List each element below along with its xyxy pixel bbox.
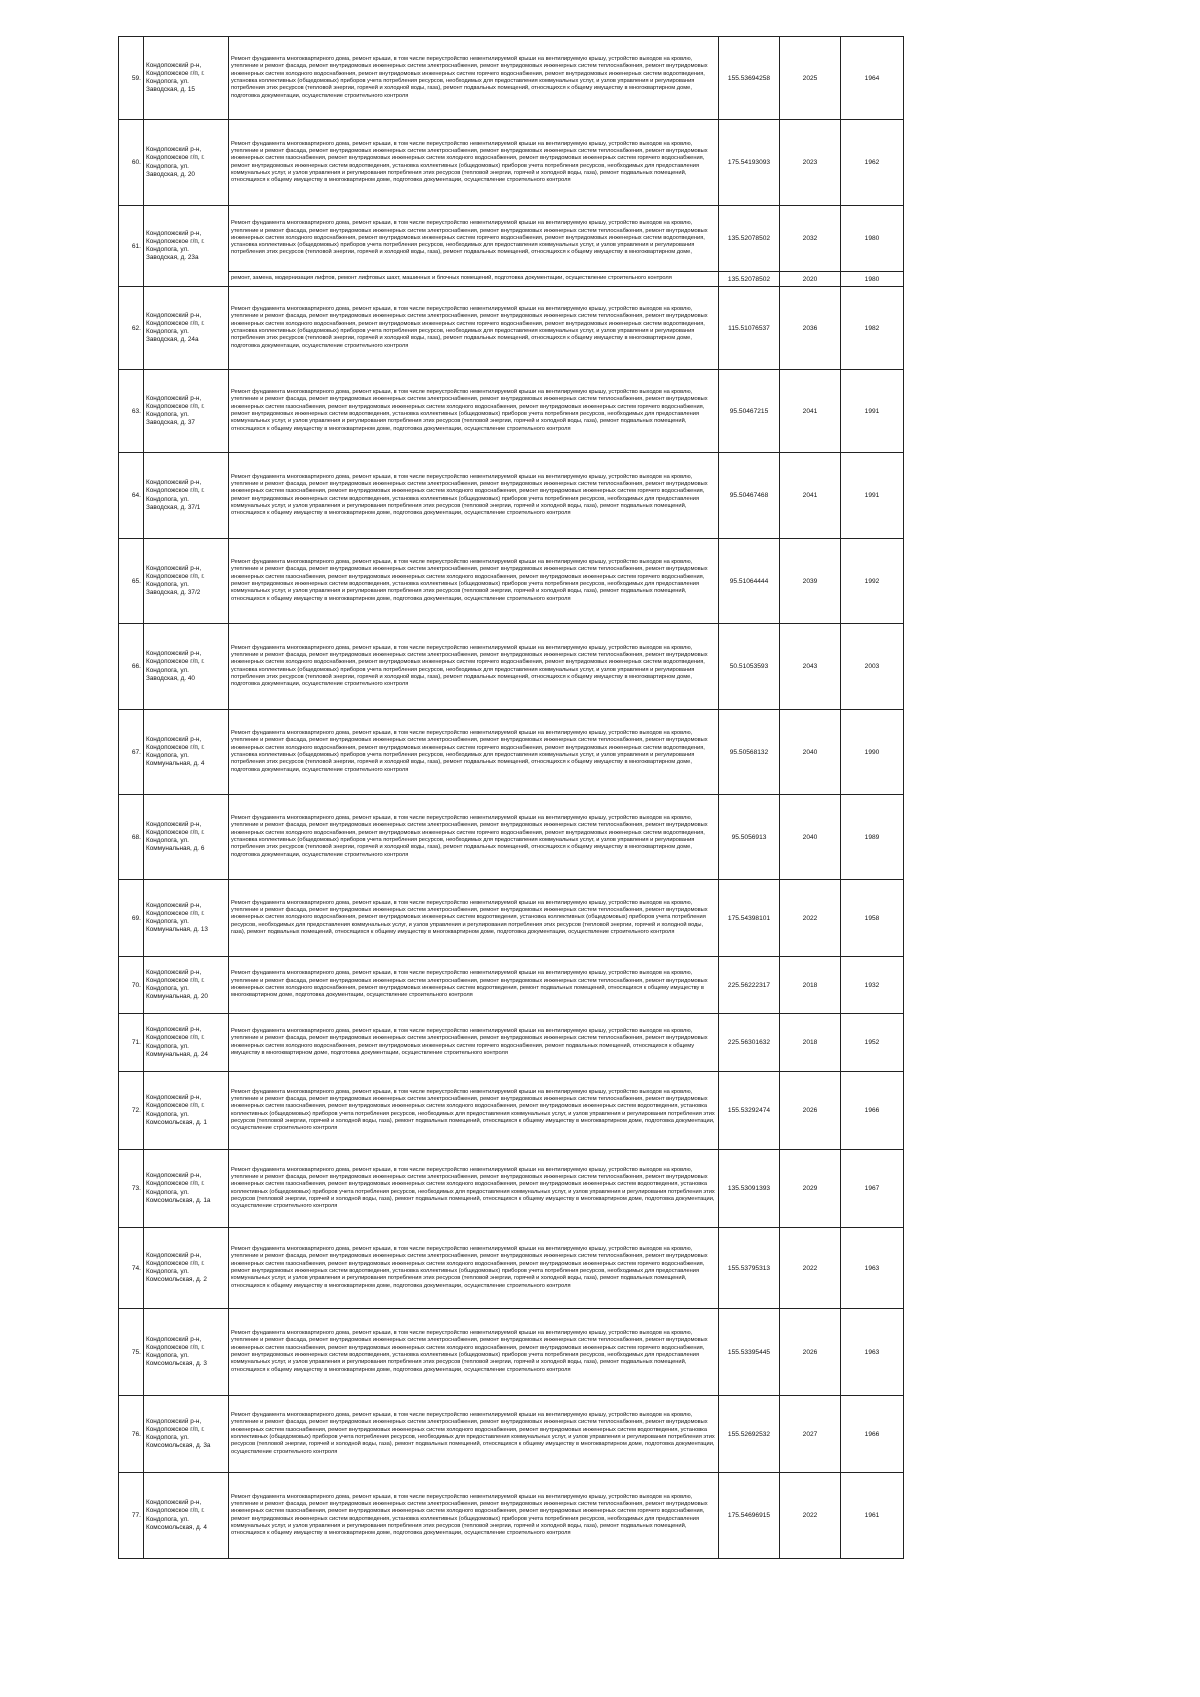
address-line: Кондопожское г/п, г. — [146, 1259, 205, 1267]
planned-year: 2043 — [780, 624, 841, 710]
table-row — [119, 37, 904, 120]
address-line: Кондопожское г/п, г. — [146, 1180, 205, 1188]
row-number: 76. — [119, 1396, 144, 1473]
row-number: 68. — [119, 795, 144, 880]
address-line: Кондопога, ул. — [146, 1268, 189, 1275]
house-address — [144, 120, 229, 206]
address-line: Кондопожский р-н, — [146, 1172, 202, 1180]
address-line: Кондопога, ул. — [146, 495, 189, 503]
construction-year: 1958 — [841, 880, 904, 957]
repair-works: Ремонт фундамента многоквартирного дома, ремонт крыши, в том числе переустройство невентилируемой крыши на вентилируемую крышу, устройство выходов на кровлю, утепление и ремонт фасада, ремонт внутридомовых инженерных систем электроснабжения, ремонт внутридомовых инженерных систем теплоснабжения, ремонт внутридомовых инженерных систем холодного водоснабжения, ремонт внутридомовых инженерных систем горячего водоснабжения, ремонт внутридомовых инженерных систем водоотведения, установка коллективных (общедомовых) приборов учета потребления ресурсов, необходимых для предоставления коммунальных услуг, и узлов управления и регулирования потребления этих ресурсов (тепловой энергии, горячей и холодной воды, газа), ремонт подвальных помещений, относящихся к общему имуществу в многоквартирном доме, подготовка документации, осуществление строительного контроля — [229, 287, 719, 370]
planned-year: 2026 — [780, 1072, 841, 1150]
repair-works: Ремонт фундамента многоквартирного дома, ремонт крыши, в том числе переустройство невентилируемой крыши на вентилируемую крышу, устройство выходов на кровлю, утепление и ремонт фасада, ремонт внутридомовых инженерных систем электроснабжения, ремонт внутридомовых инженерных систем теплоснабжения, ремонт внутридомовых инженерных систем газоснабжения, ремонт внутридомовых инженерных систем холодного водоснабжения, ремонт внутридомовых инженерных систем водоотведения, установка коллективных (общедомовых) приборов учета потребления ресурсов, необходимых для предоставления коммунальных услуг, и узлов управления и регулирования потребления этих ресурсов (тепловой энергии, горячей и холодной воды, газа), ремонт подвальных помещений, относящихся к общему имуществу в многоквартирном доме, подготовка документации, осуществление строительного контроля — [229, 1396, 719, 1473]
address-line: Кондопожский р-н, — [146, 901, 202, 909]
address-line: Кондопога, ул. — [146, 752, 189, 759]
repair-works: Ремонт фундамента многоквартирного дома, ремонт крыши, в том числе переустройство невентилируемой крыши на вентилируемую крышу, устройство выходов на кровлю, утепление и ремонт фасада, ремонт внутридомовых инженерных систем электроснабжения, ремонт внутридомовых инженерных систем теплоснабжения, ремонт внутридомовых инженерных систем холодного водоснабжения, ремонт внутридомовых инженерных систем водоотведения, установка коллективных (общедомовых) приборов учета потребления ресурсов, необходимых для предоставления коммунальных услуг, и узлов управления и регулирования потребления этих ресурсов (тепловой энергии, горячей и холодной воды, газа), ремонт подвальных помещений, относящихся к общему имуществу в многоквартирном доме, подготовка документации, осуществление строительного контроля — [229, 880, 719, 957]
address-line: Кондопожское г/п, г. — [146, 658, 205, 666]
construction-year: 1992 — [841, 539, 904, 624]
table-row — [119, 710, 904, 795]
row-number: 72. — [119, 1072, 144, 1150]
address-line: Кондопожский р-н, — [146, 564, 202, 572]
table-row — [119, 206, 904, 272]
repair-works: Ремонт фундамента многоквартирного дома, ремонт крыши, в том числе переустройство невентилируемой крыши на вентилируемую крышу, устройство выходов на кровлю, утепление и ремонт фасада, ремонт внутридомовых инженерных систем электроснабжения, ремонт внутридомовых инженерных систем теплоснабжения, ремонт внутридомовых инженерных систем газоснабжения, ремонт внутридомовых инженерных систем холодного водоснабжения, ремонт внутридомовых инженерных систем горячего водоснабжения, ремонт внутридомовых инженерных систем водоотведения, установка коллективных (общедомовых) приборов учета потребления ресурсов, необходимых для предоставления коммунальных услуг, и узлов управления и регулирования потребления этих ресурсов (тепловой энергии, горячей и холодной воды, газа), ремонт подвальных помещений, относящихся к общему имуществу в многоквартирном доме, подготовка документации, осуществление строительного контроля — [229, 1309, 719, 1396]
address-line: Кондопожский р-н, — [146, 146, 202, 154]
house-address — [144, 710, 229, 795]
cost-value: 155.53694258 — [719, 37, 780, 120]
construction-year: 1962 — [841, 120, 904, 206]
address-line: Кондопога, ул. — [146, 581, 189, 588]
planned-year: 2040 — [780, 710, 841, 795]
table-row — [119, 120, 904, 206]
address-line: Кондопожское г/п, г. — [146, 1425, 205, 1433]
house-address — [144, 880, 229, 957]
address-line: Кондопога, ул. — [146, 78, 189, 85]
address-line: Кондопога, ул. — [146, 985, 189, 992]
row-number: 66. — [119, 624, 144, 710]
construction-year: 1932 — [841, 957, 904, 1014]
address-line: Комсомольская, д. 1а — [146, 1196, 211, 1204]
address-line: Коммунальная, д. 20 — [146, 993, 208, 1001]
row-number: 73. — [119, 1150, 144, 1228]
cost-value: 135.52078502 — [719, 206, 780, 272]
repair-works: Ремонт фундамента многоквартирного дома, ремонт крыши, в том числе переустройство невентилируемой крыши на вентилируемую крышу, устройство выходов на кровлю, утепление и ремонт фасада, ремонт внутридомовых инженерных систем электроснабжения, ремонт внутридомовых инженерных систем теплоснабжения, ремонт внутридомовых инженерных систем газоснабжения, ремонт внутридомовых инженерных систем холодного водоснабжения, ремонт внутридомовых инженерных систем водоотведения, установка коллективных (общедомовых) приборов учета потребления ресурсов, необходимых для предоставления коммунальных услуг, и узлов управления и регулирования потребления этих ресурсов (тепловой энергии, горячей и холодной воды, газа), ремонт подвальных помещений, относящихся к общему имуществу в многоквартирном доме, подготовка документации, осуществление строительного контроля — [229, 1150, 719, 1228]
address-line: Заводская, д. 23а — [146, 254, 199, 262]
row-number: 69. — [119, 880, 144, 957]
address-line: Комсомольская, д. 2 — [146, 1276, 207, 1284]
cost-value: 175.54398101 — [719, 880, 780, 957]
row-number: 63. — [119, 370, 144, 453]
table-row — [119, 453, 904, 539]
house-address — [144, 370, 229, 453]
house-address — [144, 539, 229, 624]
address-line: Кондопожское г/п, г. — [146, 743, 205, 751]
house-address — [144, 1150, 229, 1228]
table-row — [119, 880, 904, 957]
table-row — [119, 1309, 904, 1396]
cost-value: 175.54193093 — [719, 120, 780, 206]
repair-works: Ремонт фундамента многоквартирного дома, ремонт крыши, в том числе переустройство невентилируемой крыши на вентилируемую крышу, устройство выходов на кровлю, утепление и ремонт фасада, ремонт внутридомовых инженерных систем электроснабжения, ремонт внутридомовых инженерных систем теплоснабжения, ремонт внутридомовых инженерных систем холодного водоснабжения, ремонт внутридомовых инженерных систем горячего водоснабжения, ремонт подвальных помещений, относящихся к общему имуществу в многоквартирном доме, подготовка документации, осуществление строительного контроля — [229, 1014, 719, 1072]
construction-year: 1961 — [841, 1473, 904, 1559]
construction-year: 1963 — [841, 1309, 904, 1396]
cost-value: 135.53091393 — [719, 1150, 780, 1228]
construction-year: 1990 — [841, 710, 904, 795]
address-line: Заводская, д. 40 — [146, 674, 195, 682]
planned-year: 2039 — [780, 539, 841, 624]
table-row — [119, 1396, 904, 1473]
house-address — [144, 1072, 229, 1150]
planned-year: 2036 — [780, 287, 841, 370]
house-address — [144, 624, 229, 710]
house-address — [144, 957, 229, 1014]
row-number: 59. — [119, 37, 144, 120]
address-line: Комсомольская, д. 1 — [146, 1118, 207, 1126]
house-address — [144, 1228, 229, 1309]
house-address — [144, 287, 229, 370]
address-line: Заводская, д. 37/1 — [146, 503, 201, 511]
address-line: Заводская, д. 24а — [146, 336, 199, 344]
cost-value: 135.52078502 — [719, 272, 780, 287]
construction-year: 1963 — [841, 1228, 904, 1309]
cost-value: 155.53395445 — [719, 1309, 780, 1396]
address-line: Кондопога, ул. — [146, 411, 189, 418]
table-row — [119, 1014, 904, 1072]
cost-value: 50.51053593 — [719, 624, 780, 710]
cost-value: 95.50568132 — [719, 710, 780, 795]
planned-year: 2041 — [780, 370, 841, 453]
table-row — [119, 624, 904, 710]
house-address — [144, 1014, 229, 1072]
address-line: Кондопога, ул. — [146, 328, 189, 335]
row-number: 75. — [119, 1309, 144, 1396]
planned-year: 2026 — [780, 1309, 841, 1396]
address-line: Кондопожский р-н, — [146, 1417, 202, 1425]
repair-works: Ремонт фундамента многоквартирного дома, ремонт крыши, в том числе переустройство невентилируемой крыши на вентилируемую крышу, устройство выходов на кровлю, утепление и ремонт фасада, ремонт внутридомовых инженерных систем электроснабжения, ремонт внутридомовых инженерных систем теплоснабжения, ремонт внутридомовых инженерных систем холодного водоснабжения, ремонт внутридомовых инженерных систем горячего водоснабжения, ремонт внутридомовых инженерных систем водоотведения, установка коллективных (общедомовых) приборов учета потребления ресурсов, необходимых для предоставления коммунальных услуг, и узлов управления и регулирования потребления этих ресурсов (тепловой энергии, горячей и холодной воды, газа), ремонт подвальных помещений, относящихся к общему имуществу в многоквартирном доме, подготовка документации, осуществление строительного контроля — [229, 624, 719, 710]
address-line: Кондопожский р-н, — [146, 735, 202, 743]
planned-year: 2023 — [780, 120, 841, 206]
address-line: Комсомольская, д. 3а — [146, 1442, 211, 1450]
address-line: Кондопожский р-н, — [146, 311, 202, 319]
row-number: 70. — [119, 957, 144, 1014]
address-line: Кондопожский р-н, — [146, 1251, 202, 1259]
cost-value: 155.53292474 — [719, 1072, 780, 1150]
planned-year: 2020 — [780, 272, 841, 287]
address-line: Коммунальная, д. 4 — [146, 760, 205, 768]
repair-works: Ремонт фундамента многоквартирного дома, ремонт крыши, в том числе переустройство невентилируемой крыши на вентилируемую крышу, устройство выходов на кровлю, утепление и ремонт фасада, ремонт внутридомовых инженерных систем электроснабжения, ремонт внутридомовых инженерных систем теплоснабжения, ремонт внутридомовых инженерных систем холодного водоснабжения, ремонт внутридомовых инженерных систем горячего водоснабжения, ремонт внутридомовых инженерных систем водоотведения, установка коллективных (общедомовых) приборов учета потребления ресурсов, необходимых для предоставления коммунальных услуг, и узлов управления и регулирования потребления этих ресурсов (тепловой энергии, горячей и холодной воды, газа), ремонт подвальных помещений, относящихся к общему имуществу в многоквартирном доме, подготовка документации, осуществление строительного контроля — [229, 710, 719, 795]
cost-value: 95.50467215 — [719, 370, 780, 453]
construction-year: 1966 — [841, 1072, 904, 1150]
address-line: Кондопога, ул. — [146, 1515, 189, 1523]
address-line: Кондопожское г/п, г. — [146, 1343, 205, 1351]
address-line: Кондопожский р-н, — [146, 229, 202, 237]
construction-year: 1952 — [841, 1014, 904, 1072]
planned-year: 2032 — [780, 206, 841, 272]
planned-year: 2022 — [780, 880, 841, 957]
address-line: Кондопожский р-н, — [146, 1335, 202, 1343]
address-line: Кондопога, ул. — [146, 162, 189, 170]
table-row — [119, 370, 904, 453]
address-line: Кондопожское г/п, г. — [146, 976, 205, 984]
row-number: 74. — [119, 1228, 144, 1309]
row-number: 64. — [119, 453, 144, 539]
repair-works: Ремонт фундамента многоквартирного дома, ремонт крыши, в том числе переустройство невентилируемой крыши на вентилируемую крышу, устройство выходов на кровлю, утепление и ремонт фасада, ремонт внутридомовых инженерных систем электроснабжения, ремонт внутридомовых инженерных систем теплоснабжения, ремонт внутридомовых инженерных систем газоснабжения, ремонт внутридомовых инженерных систем холодного водоснабжения, ремонт внутридомовых инженерных систем горячего водоснабжения, ремонт внутридомовых инженерных систем водоотведения, установка коллективных (общедомовых) приборов учета потребления ресурсов, необходимых для предоставления коммунальных услуг, и узлов управления и регулирования потребления этих ресурсов (тепловой энергии, горячей и холодной воды, газа), ремонт подвальных помещений, относящихся к общему имуществу в многоквартирном доме, подготовка документации, осуществление строительного контроля — [229, 1228, 719, 1309]
repair-works: Ремонт фундамента многоквартирного дома, ремонт крыши, в том числе переустройство невентилируемой крыши на вентилируемую крышу, устройство выходов на кровлю, утепление и ремонт фасада, ремонт внутридомовых инженерных систем электроснабжения, ремонт внутридомовых инженерных систем теплоснабжения, ремонт внутридомовых инженерных систем холодного водоснабжения, ремонт внутридомовых инженерных систем горячего водоснабжения, ремонт внутридомовых инженерных систем водоотведения, установка коллективных (общедомовых) приборов учета потребления ресурсов, необходимых для предоставления коммунальных услуг, и узлов управления и регулирования потребления этих ресурсов (тепловой энергии, горячей и холодной воды, газа), ремонт подвальных помещений, относящихся к общему имуществу в многоквартирном доме, подготовка документации, осуществление строительного контроля — [229, 795, 719, 880]
repair-works: Ремонт фундамента многоквартирного дома, ремонт крыши, в том числе переустройство невентилируемой крыши на вентилируемую крышу, устройство выходов на кровлю, утепление и ремонт фасада, ремонт внутридомовых инженерных систем электроснабжения, ремонт внутридомовых инженерных систем теплоснабжения, ремонт внутридомовых инженерных систем газоснабжения, ремонт внутридомовых инженерных систем холодного водоснабжения, ремонт внутридомовых инженерных систем горячего водоснабжения, ремонт внутридомовых инженерных систем водоотведения, установка коллективных (общедомовых) приборов учета потребления ресурсов, необходимых для предоставления коммунальных услуг, и узлов управления и регулирования потребления этих ресурсов (тепловой энергии, горячей и холодной воды, газа), ремонт подвальных помещений, относящихся к общему имуществу в многоквартирном доме, подготовка документации, осуществление строительного контроля — [229, 370, 719, 453]
planned-year: 2018 — [780, 957, 841, 1014]
table-row — [119, 1473, 904, 1559]
cost-value: 115.51076537 — [719, 287, 780, 370]
address-line: Кондопожское г/п, г. — [146, 1507, 205, 1515]
row-number: 62. — [119, 287, 144, 370]
address-line: Кондопожское г/п, г. — [146, 1034, 205, 1042]
table-row — [119, 1150, 904, 1228]
construction-year: 1982 — [841, 287, 904, 370]
house-address — [144, 795, 229, 880]
capital-repair-table — [118, 36, 904, 1559]
construction-year: 1989 — [841, 795, 904, 880]
repair-works: Ремонт фундамента многоквартирного дома, ремонт крыши, в том числе переустройство невентилируемой крыши на вентилируемую крышу, устройство выходов на кровлю, утепление и ремонт фасада, ремонт внутридомовых инженерных систем электроснабжения, ремонт внутридомовых инженерных систем теплоснабжения, ремонт внутридомовых инженерных систем газоснабжения, ремонт внутридомовых инженерных систем холодного водоснабжения, ремонт внутридомовых инженерных систем горячего водоснабжения, ремонт внутридомовых инженерных систем водоотведения, установка коллективных (общедомовых) приборов учета потребления ресурсов, необходимых для предоставления коммунальных услуг, и узлов управления и регулирования потребления этих ресурсов (тепловой энергии, горячей и холодной воды, газа), ремонт подвальных помещений, относящихся к общему имуществу в многоквартирном доме, подготовка документации, осуществление строительного контроля — [229, 453, 719, 539]
address-line: Кондопога, ул. — [146, 1188, 189, 1196]
cost-value: 225.56301632 — [719, 1014, 780, 1072]
row-number: 61. — [119, 206, 144, 287]
table-row — [119, 1228, 904, 1309]
repair-works: Ремонт фундамента многоквартирного дома, ремонт крыши, в том числе переустройство невентилируемой крыши на вентилируемую крышу, устройство выходов на кровлю, утепление и ремонт фасада, ремонт внутридомовых инженерных систем электроснабжения, ремонт внутридомовых инженерных систем теплоснабжения, ремонт внутридомовых инженерных систем газоснабжения, ремонт внутридомовых инженерных систем холодного водоснабжения, ремонт внутридомовых инженерных систем горячего водоснабжения, ремонт внутридомовых инженерных систем водоотведения, установка коллективных (общедомовых) приборов учета потребления ресурсов, необходимых для предоставления коммунальных услуг, и узлов управления и регулирования потребления этих ресурсов (тепловой энергии, горячей и холодной воды, газа), ремонт подвальных помещений, относящихся к общему имуществу в многоквартирном доме, подготовка документации, осуществление строительного контроля — [229, 539, 719, 624]
construction-year: 1967 — [841, 1150, 904, 1228]
row-number: 71. — [119, 1014, 144, 1072]
address-line: Кондопожский р-н, — [146, 394, 202, 402]
address-line: Кондопожский р-н, — [146, 968, 202, 976]
construction-year: 1964 — [841, 37, 904, 120]
address-line: Кондопога, ул. — [146, 837, 189, 844]
address-line: Кондопожский р-н, — [146, 1026, 202, 1034]
address-line: Комсомольская, д. 3 — [146, 1360, 207, 1368]
row-number: 67. — [119, 710, 144, 795]
address-line: Кондопожский р-н, — [146, 820, 202, 828]
planned-year: 2041 — [780, 453, 841, 539]
address-line: Коммунальная, д. 13 — [146, 926, 208, 934]
repair-works: Ремонт фундамента многоквартирного дома, ремонт крыши, в том числе переустройство невентилируемой крыши на вентилируемую крышу, устройство выходов на кровлю, утепление и ремонт фасада, ремонт внутридомовых инженерных систем электроснабжения, ремонт внутридомовых инженерных систем теплоснабжения, ремонт внутридомовых инженерных систем газоснабжения, ремонт внутридомовых инженерных систем холодного водоснабжения, ремонт внутридомовых инженерных систем горячего водоснабжения, ремонт внутридомовых инженерных систем водоотведения, установка коллективных (общедомовых) приборов учета потребления ресурсов, необходимых для предоставления коммунальных услуг, и узлов управления и регулирования потребления этих ресурсов (тепловой энергии, горячей и холодной воды, газа), ремонт подвальных помещений, относящихся к общему имуществу в многоквартирном доме, подготовка документации, осуществление строительного контроля — [229, 120, 719, 206]
repair-works: Ремонт фундамента многоквартирного дома, ремонт крыши, в том числе переустройство невентилируемой крыши на вентилируемую крышу, устройство выходов на кровлю, утепление и ремонт фасада, ремонт внутридомовых инженерных систем электроснабжения, ремонт внутридомовых инженерных систем теплоснабжения, ремонт внутридомовых инженерных систем холодного водоснабжения, ремонт внутридомовых инженерных систем горячего водоснабжения, ремонт внутридомовых инженерных систем водоотведения, установка коллективных (общедомовых) приборов учета потребления ресурсов, необходимых для предоставления коммунальных услуг, и узлов управления и регулирования потребления этих ресурсов (тепловой энергии, горячей и холодной воды, газа), ремонт подвальных помещений, относящихся к общему имуществу в многоквартирном доме, — [229, 206, 719, 272]
construction-year: 1991 — [841, 453, 904, 539]
cost-value: 95.51064444 — [719, 539, 780, 624]
address-line: Заводская, д. 37 — [146, 419, 195, 427]
repair-works: Ремонт фундамента многоквартирного дома, ремонт крыши, в том числе переустройство невентилируемой крыши на вентилируемую крышу, устройство выходов на кровлю, утепление и ремонт фасада, ремонт внутридомовых инженерных систем электроснабжения, ремонт внутридомовых инженерных систем теплоснабжения, ремонт внутридомовых инженерных систем газоснабжения, ремонт внутридомовых инженерных систем холодного водоснабжения, ремонт внутридомовых инженерных систем водоотведения, установка коллективных (общедомовых) приборов учета потребления ресурсов, необходимых для предоставления коммунальных услуг, и узлов управления и регулирования потребления этих ресурсов (тепловой энергии, горячей и холодной воды, газа), ремонт подвальных помещений, относящихся к общему имуществу в многоквартирном доме, подготовка документации, осуществление строительного контроля — [229, 1072, 719, 1150]
address-line: Заводская, д. 37/2 — [146, 589, 201, 597]
address-line: Кондопожское г/п, г. — [146, 1102, 205, 1110]
row-number: 60. — [119, 120, 144, 206]
construction-year: 1980 — [841, 272, 904, 287]
house-address — [144, 1309, 229, 1396]
cost-value: 155.53795313 — [719, 1228, 780, 1309]
address-line: Кондопожский р-н, — [146, 479, 202, 487]
construction-year: 1991 — [841, 370, 904, 453]
address-line: Заводская, д. 15 — [146, 86, 195, 94]
cost-value: 95.50467468 — [719, 453, 780, 539]
house-address — [144, 37, 229, 120]
planned-year: 2018 — [780, 1014, 841, 1072]
cost-value: 95.5056913 — [719, 795, 780, 880]
planned-year: 2027 — [780, 1396, 841, 1473]
repair-works: Ремонт фундамента многоквартирного дома, ремонт крыши, в том числе переустройство невентилируемой крыши на вентилируемую крышу, устройство выходов на кровлю, утепление и ремонт фасада, ремонт внутридомовых инженерных систем электроснабжения, ремонт внутридомовых инженерных систем теплоснабжения, ремонт внутридомовых инженерных систем холодного водоснабжения, ремонт внутридомовых инженерных систем горячего водоснабжения, ремонт внутридомовых инженерных систем водоотведения, установка коллективных (общедомовых) приборов учета потребления ресурсов, необходимых для предоставления коммунальных услуг, и узлов управления и регулирования потребления этих ресурсов (тепловой энергии, горячей и холодной воды, газа), ремонт подвальных помещений, относящихся к общему имуществу в многоквартирном доме, подготовка документации, осуществление строительного контроля — [229, 37, 719, 120]
address-line: Кондопожское г/п, г. — [146, 828, 205, 836]
cost-value: 225.56222317 — [719, 957, 780, 1014]
address-line: Кондопожское г/п, г. — [146, 237, 205, 245]
table-row — [119, 1072, 904, 1150]
address-line: Кондопожский р-н, — [146, 650, 202, 658]
address-line: Кондопожский р-н, — [146, 1094, 202, 1102]
row-number: 77. — [119, 1473, 144, 1559]
address-line: Кондопога, ул. — [146, 1352, 189, 1359]
address-line: Комсомольская, д. 4 — [146, 1523, 207, 1531]
address-line: Кондопожский р-н, — [146, 61, 202, 69]
address-line: Заводская, д. 20 — [146, 170, 195, 178]
address-line: Кондопожское г/п, г. — [146, 909, 205, 917]
address-line: Коммунальная, д. 24 — [146, 1050, 208, 1058]
address-line: Кондопога, ул. — [146, 1042, 189, 1050]
address-line: Кондопожское г/п, г. — [146, 402, 205, 410]
planned-year: 2040 — [780, 795, 841, 880]
table-body — [119, 37, 904, 1559]
repair-works: Ремонт фундамента многоквартирного дома, ремонт крыши, в том числе переустройство невентилируемой крыши на вентилируемую крышу, устройство выходов на кровлю, утепление и ремонт фасада, ремонт внутридомовых инженерных систем электроснабжения, ремонт внутридомовых инженерных систем теплоснабжения, ремонт внутридомовых инженерных систем газоснабжения, ремонт внутридомовых инженерных систем холодного водоснабжения, ремонт внутридомовых инженерных систем горячего водоснабжения, ремонт внутридомовых инженерных систем водоотведения, установка коллективных (общедомовых) приборов учета потребления ресурсов, необходимых для предоставления коммунальных услуг, и узлов управления и регулирования потребления этих ресурсов (тепловой энергии, горячей и холодной воды, газа), ремонт подвальных помещений, относящихся к общему имуществу в многоквартирном доме, подготовка документации, осуществление строительного контроля — [229, 1473, 719, 1559]
house-address — [144, 206, 229, 287]
repair-works: ремонт, замена, модернизация лифтов, ремонт лифтовых шахт, машинных и блочных помещений, подготовка документации, осуществление строительного контроля — [229, 272, 719, 287]
house-address — [144, 453, 229, 539]
address-line: Кондопога, ул. — [146, 918, 189, 925]
table-row — [119, 287, 904, 370]
cost-value: 155.52692532 — [719, 1396, 780, 1473]
cost-value: 175.54696915 — [719, 1473, 780, 1559]
planned-year: 2029 — [780, 1150, 841, 1228]
address-line: Кондопога, ул. — [146, 1110, 189, 1118]
construction-year: 2003 — [841, 624, 904, 710]
construction-year: 1966 — [841, 1396, 904, 1473]
address-line: Кондопожское г/п, г. — [146, 572, 205, 580]
address-line: Кондопожское г/п, г. — [146, 487, 205, 495]
table-row — [119, 272, 904, 287]
address-line: Кондопожский р-н, — [146, 1499, 202, 1507]
planned-year: 2025 — [780, 37, 841, 120]
construction-year: 1980 — [841, 206, 904, 272]
house-address — [144, 1396, 229, 1473]
repair-works: Ремонт фундамента многоквартирного дома, ремонт крыши, в том числе переустройство невентилируемой крыши на вентилируемую крышу, устройство выходов на кровлю, утепление и ремонт фасада, ремонт внутридомовых инженерных систем электроснабжения, ремонт внутридомовых инженерных систем теплоснабжения, ремонт внутридомовых инженерных систем холодного водоснабжения, ремонт внутридомовых инженерных систем водоотведения, ремонт подвальных помещений, относящихся к общему имуществу в многоквартирном доме, подготовка документации, осуществление строительного контроля — [229, 957, 719, 1014]
planned-year: 2022 — [780, 1473, 841, 1559]
address-line: Кондопожское г/п, г. — [146, 319, 205, 327]
address-line: Кондопога, ул. — [146, 666, 189, 674]
address-line: Кондопожское г/п, г. — [146, 69, 205, 77]
address-line: Кондопога, ул. — [146, 246, 189, 253]
planned-year: 2022 — [780, 1228, 841, 1309]
house-address — [144, 1473, 229, 1559]
row-number: 65. — [119, 539, 144, 624]
address-line: Кондопожское г/п, г. — [146, 154, 205, 162]
table-row — [119, 957, 904, 1014]
table-row — [119, 539, 904, 624]
address-line: Коммунальная, д. 6 — [146, 845, 205, 853]
address-line: Кондопога, ул. — [146, 1434, 189, 1441]
table-row — [119, 795, 904, 880]
